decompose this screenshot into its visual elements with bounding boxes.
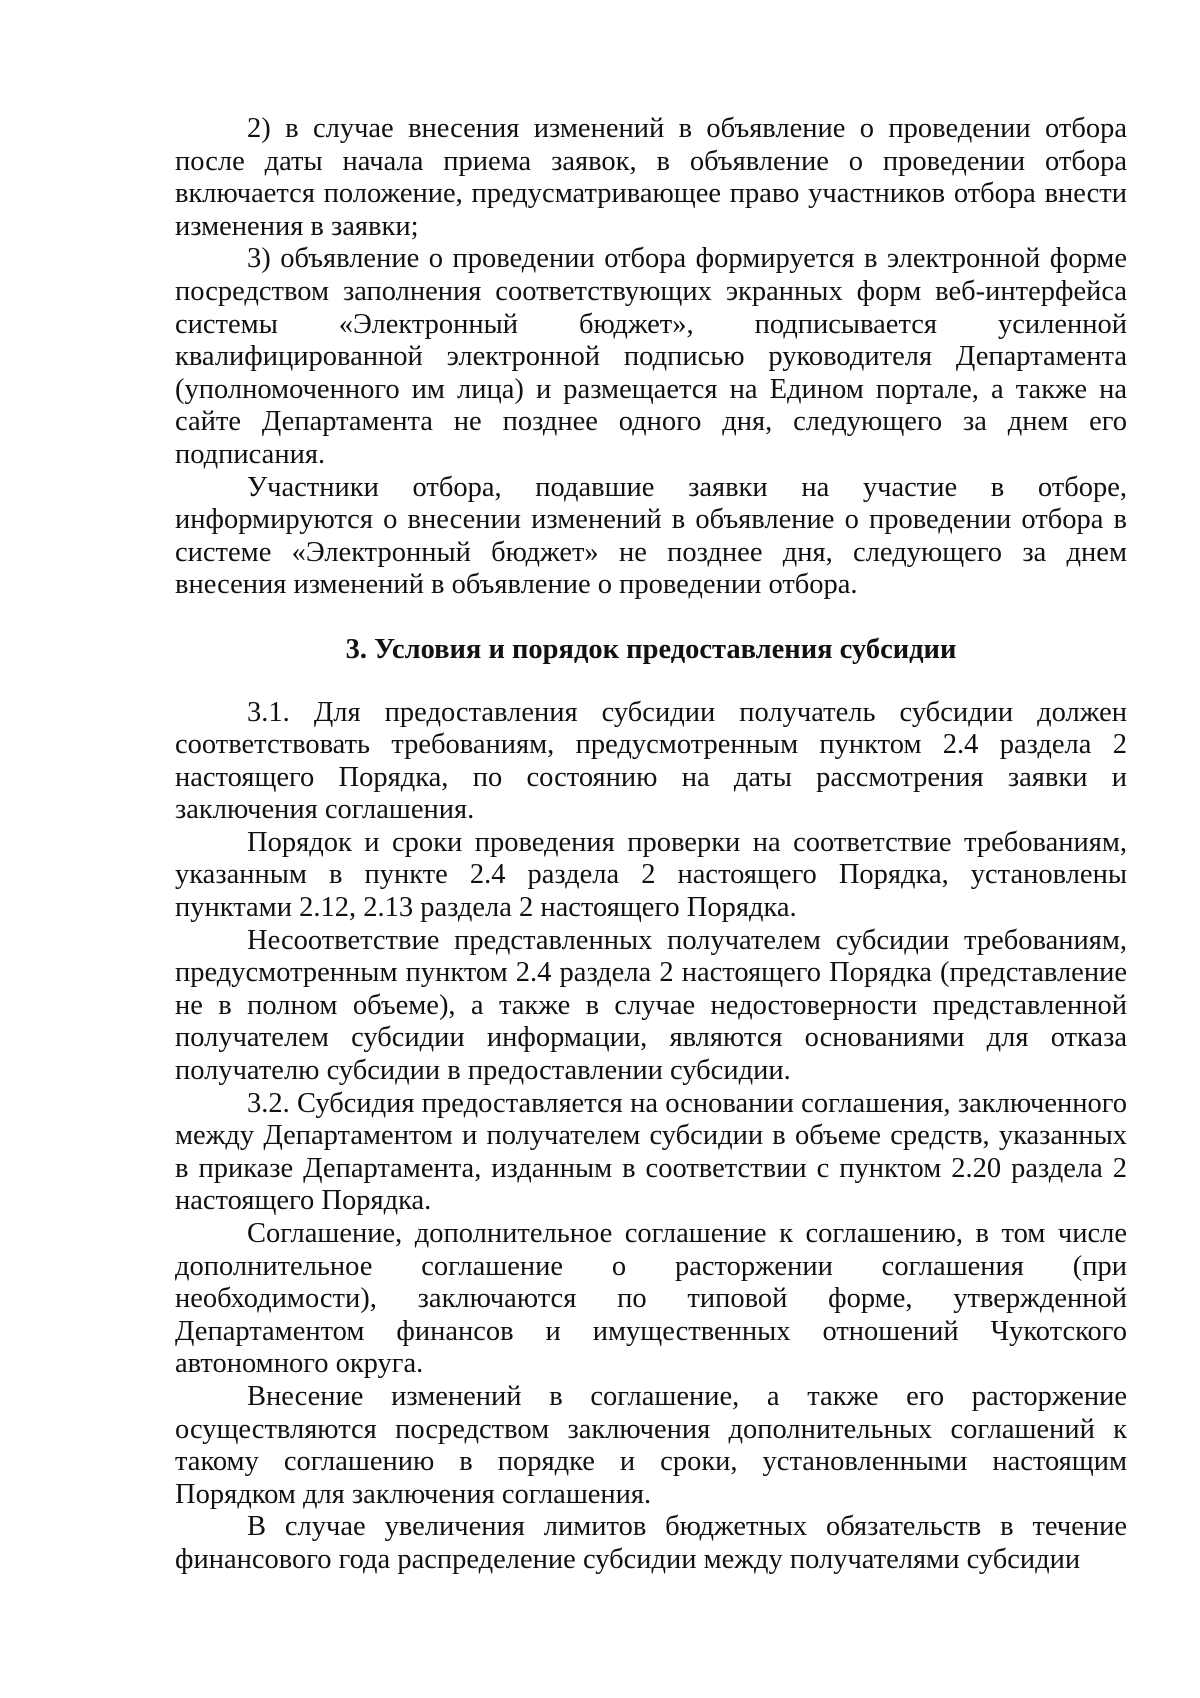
document-page <box>175 113 1127 1577</box>
paragraph-3-1: 3.1. Для предоставления субсидии получатель субсидии должен соответствовать требованиям, предусмотренным пунктом 2.4 раздела 2 настоящего Порядка, по состоянию на даты рассмотрения заявки и заключения соглашения. <box>175 696 1127 826</box>
paragraph-item-3: 3) объявление о проведении отбора формируется в электронной форме посредством заполнения соответствующих экранных форм веб-интерфейса системы «Электронный бюджет», подписывается усиленной квалифицированной электронной подписью руководителя Департамента (уполномоченного им лица) и размещается на Едином портале, а также на сайте Департамента не позднее одного дня, следующего за днем его подписания. <box>175 243 1127 470</box>
paragraph-participants-notice: Участники отбора, подавшие заявки на участие в отборе, информируются о внесении изменений в объявление о проведении отбора в системе «Электронный бюджет» не позднее дня, следующего за днем внесения изменений в объявление о проведении отбора. <box>175 471 1127 601</box>
paragraph-agreement-changes: Внесение изменений в соглашение, а также его расторжение осуществляются посредством заключения дополнительных соглашений к такому соглашению в порядке и сроки, установленными настоящим Порядком для заключения соглашения. <box>175 1380 1127 1510</box>
paragraph-noncompliance: Несоответствие представленных получателем субсидии требованиям, предусмотренным пунктом 2.4 раздела 2 настоящего Порядка (представление не в полном объеме), а также в случае недостоверности представленной получателем субсидии информации, являются основаниями для отказа получателю субсидии в предоставлении субсидии. <box>175 924 1127 1087</box>
paragraph-agreement-form: Соглашение, дополнительное соглашение к соглашению, в том числе дополнительное соглашение о расторжении соглашения (при необходимости), заключаются по типовой форме, утвержденной Департаментом финансов и имущественных отношений Чукотского автономного округа. <box>175 1218 1127 1380</box>
section-heading: 3. Условия и порядок предоставления субсидии <box>345 633 957 665</box>
paragraph-limit-increase: В случае увеличения лимитов бюджетных обязательств в течение финансового года распределение субсидии между получателями субсидии <box>175 1511 1127 1575</box>
paragraph-3-2: 3.2. Субсидия предоставляется на основании соглашения, заключенного между Департаментом и получателем субсидии в объеме средств, указанных в приказе Департамента, изданным в соответствии с пунктом 2.20 раздела 2 настоящего Порядка. <box>175 1087 1127 1217</box>
paragraph-verification-order: Порядок и сроки проведения проверки на соответствие требованиям, указанным в пункте 2.4 раздела 2 настоящего Порядка, установлены пунктами 2.12, 2.13 раздела 2 настоящего Порядка. <box>175 826 1127 924</box>
paragraph-item-2: 2) в случае внесения изменений в объявление о проведении отбора после даты начала приема заявок, в объявление о проведении отбора включается положение, предусматривающее право участников отбора внести изменения в заявки; <box>175 113 1127 242</box>
